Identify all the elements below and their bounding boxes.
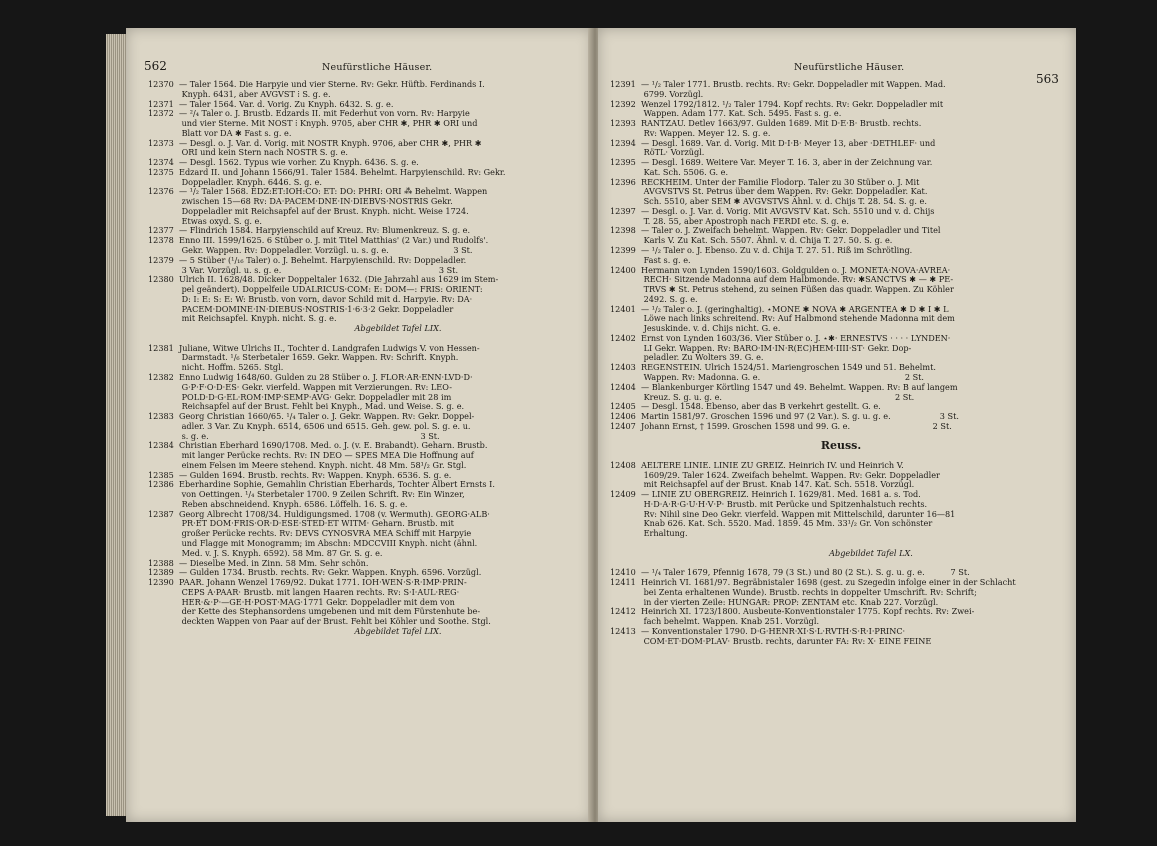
catalog-line: H·D·A·R·G·U·H·V·P· Brustb. mit Perücke und Spitzenhalstuch rechts. <box>610 498 928 509</box>
catalog-line: 1609/29. Taler 1624. Zweifach behelmt. Wappen. Rv: Gekr. Doppeladler <box>610 469 940 480</box>
left-page <box>126 28 592 822</box>
catalog-line: mit Reichsapfel. Knyph. nicht. S. g. e. <box>148 313 337 324</box>
catalog-line: 12389 — Gulden 1734. Brustb. rechts. Rv: Gekr. Wappen. Knyph. 6596. Vorzügl. <box>148 567 482 578</box>
catalog-line: 12406 Martin 1581/97. Groschen 1596 und 97 (2 Var.). S. g. u. g. e. 3 St. <box>610 411 959 422</box>
catalog-line: CEPS A·PAAR· Brustb. mit langen Haaren rechts. Rv: S·I·AUL·REG· <box>148 586 460 597</box>
catalog-line: Rv: Wappen. Meyer 12. S. g. e. <box>610 127 771 138</box>
catalog-line: nicht. Hoffm. 5265. Stgl. <box>148 362 284 373</box>
catalog-line: 12383 Georg Christian 1660/65. ¹/₄ Taler o. J. Gekr. Wappen. Rv: Gekr. Doppel- <box>148 411 475 422</box>
catalog-line: 12370 — Taler 1564. Die Harpyie und vier Sterne. Rv: Gekr. Hüftb. Ferdinands I. <box>148 79 485 89</box>
catalog-line: 12390 PAAR. Johann Wenzel 1769/92. Dukat 1771. IOH·WEN·S·R·IMP·PRIN- <box>148 577 467 588</box>
catalog-line: mit Reichsapfel auf der Brust. Knab 147. Kat. Sch. 5518. Vorzügl. <box>610 479 915 490</box>
catalog-line: 12408 AELTERE LINIE. LINIE ZU GREIZ. Heinrich IV. und Heinrich V. <box>610 459 904 470</box>
plate-reference: Abgebildet Tafel LIX. <box>354 625 442 636</box>
catalog-line: großer Perücke rechts. Rv: DEVS CYNOSVRA MEA Schiff mit Harpyie <box>148 528 472 539</box>
catalog-line: TRVS ✱ St. Petrus stehend, zu seinen Füßen das quadr. Wappen. Zu Köhler <box>610 284 954 295</box>
catalog-line: COM·ET·DOM·PLAV· Brustb. rechts, darunter FA: Rv: X· EINE FEINE <box>610 635 932 646</box>
catalog-line: 12396 RECKHEIM. Unter der Familie Flodorp. Taler zu 30 Stüber o. J. Mit <box>610 176 920 187</box>
catalog-line: zwischen 15—68 Rv: DA·PACEM·DNE·IN·DIEBVS·NOSTRIS Gekr. <box>148 196 453 207</box>
catalog-line: 12403 REGENSTEIN. Ulrich 1524/51. Mariengroschen 1549 und 51. Behelmt. <box>610 362 936 373</box>
catalog-line: Erhaltung. <box>610 528 688 539</box>
catalog-line: Fast s. g. e. <box>610 254 691 265</box>
catalog-line: PACEM·DOMINE·IN·DIEBUS·NOSTRIS·1·6·3·2 Gekr. Doppeladler <box>148 303 454 314</box>
catalog-line: 12380 Ulrich II. 1628/48. Dicker Doppeltaler 1632. (Die Jahrzahl aus 1629 im Stem- <box>148 274 499 285</box>
catalog-line: Reichsapfel auf der Brust. Fehlt bei Knyph., Mad. und Weise. S. g. e. <box>148 401 465 412</box>
catalog-line: Kreuz. S. g. u. g. e. 2 St. <box>610 391 915 402</box>
catalog-line: deckten Wappen von Paar auf der Brust. Fehlt bei Köhler und Soothe. Stgl. <box>148 616 491 627</box>
catalog-line: Jesuskinde. v. d. Chijs nicht. G. e. <box>610 323 781 334</box>
catalog-line: 12381 Juliane, Witwe Ulrichs II., Tochter d. Landgrafen Ludwigs V. von Hessen- <box>148 342 480 353</box>
catalog-line: 12374 — Desgl. 1562. Typus wie vorher. Zu Knyph. 6436. S. g. e. <box>148 157 419 168</box>
catalog-line: 12386 Eberhardine Sophie, Gemahlin Christian Eberhards, Tochter Albert Ernsts I. <box>148 479 495 490</box>
catalog-line: Knab 626. Kat. Sch. 5520. Mad. 1859. 45 Mm. 33¹/₂ Gr. Von schönster <box>610 518 933 529</box>
catalog-line: Doppeladler. Knyph. 6446. S. g. e. <box>148 176 322 187</box>
plate-reference: Abgebildet Tafel LIX. <box>354 323 442 334</box>
catalog-line: von Oettingen. ¹/₄ Sterbetaler 1700. 9 Zeilen Schrift. Rv: Ein Winzer, <box>148 489 465 500</box>
catalog-line: 12378 Enno III. 1599/1625. 6 Stüber o. J. mit Titel Matthias' (2 Var.) und Rudolfs'. <box>148 235 489 246</box>
catalog-line: 12377 — Flindrich 1584. Harpyienschild auf Kreuz. Rv: Blumenkreuz. S. g. e. <box>148 225 471 236</box>
catalog-line: 12388 — Dieselbe Med. in Zinn. 58 Mm. Sehr schön. <box>148 557 369 568</box>
catalog-line: Löwe nach links schreitend. Rv: Auf Halbmond stehende Madonna mit dem <box>610 313 955 324</box>
catalog-line: der Kette des Stephansordens umgebenen und mit dem Fürstenhute be- <box>148 606 481 617</box>
catalog-line: 12379 — 5 Stüber (¹/₁₆ Taler) o. J. Behelmt. Harpyienschild. Rv: Doppeladler. <box>148 254 467 265</box>
catalog-line: Sch. 5510, aber SEM ✱ AVGVSTVS Ähnl. v. d. Chijs T. 28. 54. S. g. e. <box>610 196 927 207</box>
catalog-line: 12402 Ernst von Lynden 1603/36. Vier Stüber o. J. ⋆✱· ERNESTVS · · · · LYNDEN· <box>610 332 951 343</box>
catalog-line: 12404 — Blankenburger Körtling 1547 und 49. Behelmt. Wappen. Rv: B auf langem <box>610 381 958 392</box>
catalog-line: PR·ET DOM·FRIS·OR·D·ESE·STED·ET WITM· Geharn. Brustb. mit <box>148 518 454 529</box>
page-number: 562 <box>144 59 167 73</box>
catalog-line: 12412 Heinrich XI. 1723/1800. Ausbeute-Konventionstaler 1775. Kopf rechts. Rv: Zwei- <box>610 606 975 617</box>
catalog-line: POLD·D·G·EL·ROM·IMP·SEMP·AVG· Gekr. Doppeladler mit 28 im <box>148 391 452 402</box>
catalog-line: 12398 — Taler o. J. Zweifach behelmt. Wappen. Rv: Gekr. Doppeladler und Titel <box>610 225 941 236</box>
catalog-line: Doppeladler mit Reichsapfel auf der Brust. Knyph. nicht. Weise 1724. <box>148 205 469 216</box>
catalog-line: 6799. Vorzügl. <box>610 88 704 99</box>
catalog-line: 12391 — ¹/₂ Taler 1771. Brustb. rechts. Rv: Gekr. Doppeladler mit Wappen. Mad. <box>610 79 946 89</box>
catalog-line: bei Zenta erhaltenen Wunde). Brustb. rechts in doppelter Umschrift. Rv: Schrift; <box>610 586 977 597</box>
left-page-text <box>148 80 588 637</box>
section-heading: Reuss. <box>820 439 862 453</box>
catalog-line: Blatt vor DA ✱ Fast s. g. e. <box>148 127 292 138</box>
catalog-line: Wappen. Adam 177. Kat. Sch. 5495. Fast s. g. e. <box>610 108 842 119</box>
catalog-line: HER·&·P·—GE·H·POST·MAG·1771 Gekr. Doppeladler mit dem von <box>148 596 455 607</box>
catalog-line: 12395 — Desgl. 1689. Weitere Var. Meyer T. 16. 3, aber in der Zeichnung var. <box>610 157 933 168</box>
right-page-text <box>610 80 1072 646</box>
catalog-line: 12411 Heinrich VI. 1681/97. Begräbnistaler 1698 (gest. zu Szegedin infolge einer in der Schlacht <box>610 577 1016 588</box>
catalog-line: 12384 Christian Eberhard 1690/1708. Med. o. J. (v. E. Brabandt). Geharn. Brustb. <box>148 440 488 451</box>
catalog-line: 12376 — ¹/₂ Taler 1568. EDZ:ET:IOH:CO: ET: DO: PHRI: ORI ⁂ Behelmt. Wappen <box>148 186 488 197</box>
catalog-line: Rv: Nihil sine Deo Gekr. vierfeld. Wappen mit Mittelschild, darunter 16—81 <box>610 508 956 519</box>
catalog-line: und vier Sterne. Mit NOST ⁞ Knyph. 9705, aber CHR ✱, PHR ✱ ORI und <box>148 118 478 129</box>
catalog-line: 12392 Wenzel 1792/1812. ¹/₂ Taler 1794. Kopf rechts. Rv: Gekr. Doppeladler mit <box>610 98 944 109</box>
running-head: Neufürstliche Häuser. <box>322 62 433 73</box>
catalog-line: RöTL· Vorzügl. <box>610 147 705 158</box>
catalog-line: 12373 — Desgl. o. J. Var. d. Vorig. mit NOSTR Knyph. 9706, aber CHR ✱, PHR ✱ <box>148 137 482 148</box>
catalog-line: G·P·F·O·D·ES· Gekr. vierfeld. Wappen mit Verzierungen. Rv: LEO- <box>148 381 452 392</box>
right-page <box>598 28 1076 822</box>
catalog-line: RECH· Sitzende Madonna auf dem Halbmonde. Rv: ✱SANCTVS ✱ — ✱ PE- <box>610 274 954 285</box>
catalog-line: 12410 — ¹/₄ Taler 1679, Pfennig 1678, 79 (3 St.) und 80 (2 St.). S. g. u. g. e. 7 St. <box>610 567 970 578</box>
catalog-line: 12393 RANTZAU. Detlev 1663/97. Gulden 1689. Mit D·E·B· Brustb. rechts. <box>610 118 922 129</box>
catalog-line: Karls V. Zu Kat. Sch. 5507. Ähnl. v. d. Chija T. 27. 50. S. g. e. <box>610 235 893 246</box>
catalog-line: 12375 Edzard II. und Johann 1566/91. Taler 1584. Behelmt. Harpyienschild. Rv: Gekr. <box>148 166 506 177</box>
catalog-line: 12409 — LINIE ZU OBERGREIZ. Heinrich I. 1629/81. Med. 1681 a. s. Tod. <box>610 489 921 500</box>
catalog-line: und Flagge mit Monogramm; im Abschn: MDCCVIII Knyph. nicht (ähnl. <box>148 537 478 548</box>
catalog-line: 12382 Enno Ludwig 1648/60. Gulden zu 28 Stüber o. J. FLOR·AR·ENN·LVD·D· <box>148 371 473 382</box>
catalog-line: 12413 — Konventionstaler 1790. D·G·HENR·XI·S·L·RVTH·S·R·I·PRINC· <box>610 625 906 636</box>
catalog-line: Darmstadt. ¹/₆ Sterbetaler 1659. Gekr. Wappen. Rv: Schrift. Knyph. <box>148 352 459 363</box>
catalog-line: adler. 3 Var. Zu Knyph. 6514, 6506 und 6515. Geh. gew. pol. S. g. e. u. <box>148 420 471 431</box>
catalog-line: 2492. S. g. e. <box>610 293 698 304</box>
catalog-line: 12394 — Desgl. 1689. Var. d. Vorig. Mit D·I·B· Meyer 13, aber ·DETHLEF· und <box>610 137 936 148</box>
catalog-line: Kat. Sch. 5506. G. e. <box>610 166 729 177</box>
catalog-line: s. g. e. 3 St. <box>148 430 440 441</box>
catalog-line: 12372 — ²/₄ Taler o. J. Brustb. Edzards II. mit Federhut von vorn. Rv: Harpyie <box>148 108 470 119</box>
catalog-line: Etwas oxyd. S. g. e. <box>148 215 262 226</box>
catalog-line: D: I: E: S: E: W: Brustb. von vorn, davor Schild mit d. Harpyie. Rv: DA· <box>148 293 473 304</box>
catalog-line: Gekr. Wappen. Rv: Doppeladler. Vorzügl. u. s. g. e. 3 St. <box>148 245 473 256</box>
catalog-line: in der vierten Zeile: HUNGAR: PROP: ZENTAM etc. Knab 227. Vorzügl. <box>610 596 939 607</box>
catalog-line: LI Gekr. Wappen. Rv: BARO·IM·IN·R(EC)HEM·IIII·ST· Gekr. Dop- <box>610 342 912 353</box>
catalog-line: 12401 — ¹/₂ Taler o. J. (geringhaltig). ⋆MONE ✱ NOVA ✱ ARGENTEA ✱ D ✱ I ✱ L <box>610 303 949 314</box>
catalog-line: 12400 Hermann von Lynden 1590/1603. Goldgulden o. J. MONETA·NOVA·AVREA· <box>610 264 951 275</box>
catalog-line: 12387 Georg Albrecht 1708/34. Huldigungsmed. 1708 (v. Wermuth). GEORG·ALB· <box>148 508 490 519</box>
catalog-line: AVGVSTVS St. Petrus über dem Wappen. Rv: Gekr. Doppeladler. Kat. <box>610 186 928 197</box>
catalog-line: 12397 — Desgl. o. J. Var. d. Vorig. Mit AVGVSTV Kat. Sch. 5510 und v. d. Chijs <box>610 205 935 216</box>
catalog-line: Med. v. J. S. Knyph. 6592). 58 Mm. 87 Gr. S. g. e. <box>148 547 383 558</box>
running-head: Neufürstliche Häuser. <box>794 62 905 73</box>
catalog-line: Reben abschneidend. Knyph. 6586. Löffelh. 16. S. g. e. <box>148 498 408 509</box>
catalog-line: einem Felsen im Meere stehend. Knyph. nicht. 48 Mm. 58¹/₂ Gr. Stgl. <box>148 459 467 470</box>
catalog-line: pel geändert). Doppelfeile UDALRICUS·COM: E: DOM—: FRIS: ORIENT: <box>148 284 483 295</box>
catalog-line: mit langer Perücke rechts. Rv: IN DEO — SPES MEA Die Hoffnung auf <box>148 450 474 461</box>
plate-reference: Abgebildet Tafel LX. <box>829 547 913 558</box>
catalog-line: 12405 — Desgl. 1548. Ebenso, aber das B verkehrt gestellt. G. e. <box>610 401 881 412</box>
catalog-line: T. 28. 55, aber Apostroph nach FERDI etc. S. g. e. <box>610 215 849 226</box>
catalog-line: Knyph. 6431, aber AVGVST ⁞ S. g. e. <box>148 88 331 99</box>
catalog-line: 12399 — ¹/₂ Taler o. J. Ebenso. Zu v. d. Chija T. 27. 51. Riß im Schrötling. <box>610 245 913 256</box>
catalog-line: peladler. Zu Wolters 39. G. e. <box>610 352 764 363</box>
catalog-line: 12407 Johann Ernst, † 1599. Groschen 1598 und 99. G. e. 2 St. <box>610 420 952 431</box>
catalog-line: ORI und kein Stern nach NOSTR S. g. e. <box>148 147 348 158</box>
catalog-line: 12371 — Taler 1564. Var. d. Vorig. Zu Knyph. 6432. S. g. e. <box>148 98 394 109</box>
catalog-line: 3 Var. Vorzügl. u. s. g. e. 3 St. <box>148 264 459 275</box>
page-edge-stack <box>106 34 126 816</box>
catalog-line: Wappen. Rv: Madonna. G. e. 2 St. <box>610 371 924 382</box>
page-number: 563 <box>1036 72 1059 86</box>
catalog-line: 12385 — Gulden 1694. Brustb. rechts. Rv: Wappen. Knyph. 6536. S. g. e. <box>148 469 452 480</box>
catalog-line: fach behelmt. Wappen. Knab 251. Vorzügl. <box>610 616 820 627</box>
